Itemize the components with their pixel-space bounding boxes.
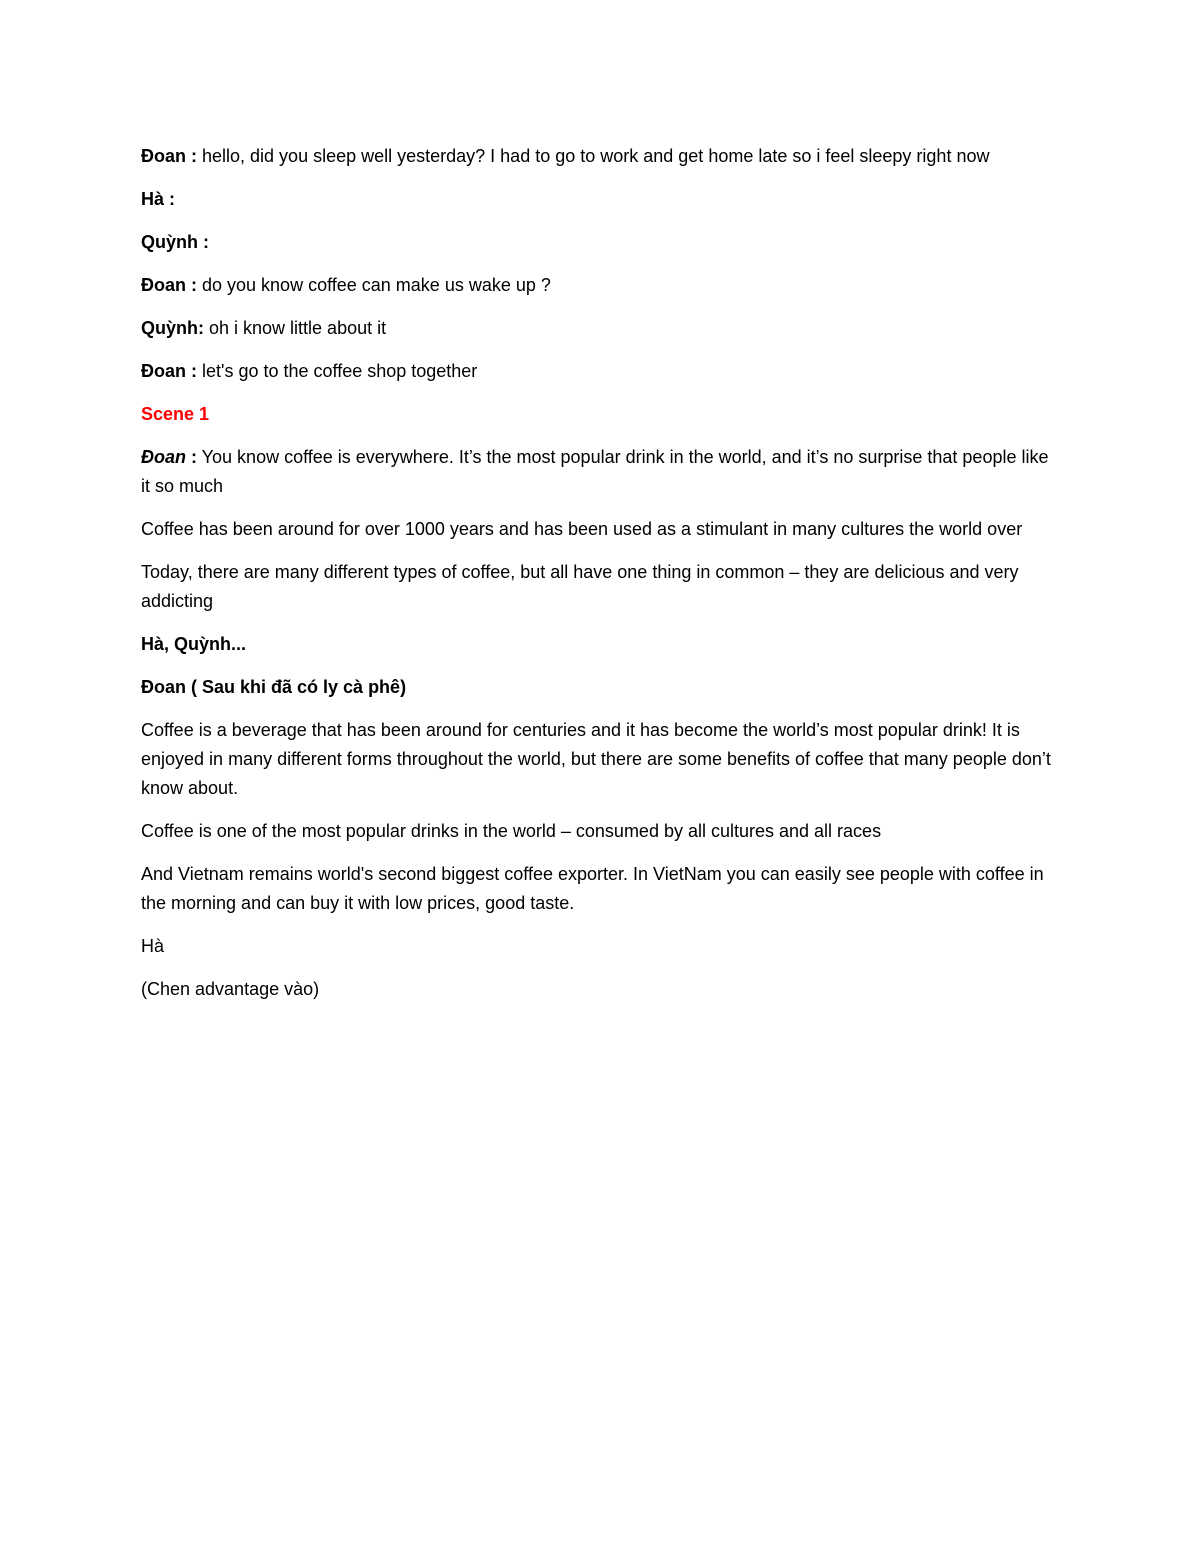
speaker-label-italic: Đoan xyxy=(141,447,186,467)
body-paragraph: And Vietnam remains world's second biggest coffee exporter. In VietNam you can easily see people with coffee in the morning and can buy it with low prices, good taste. xyxy=(141,864,1044,913)
dialogue-line xyxy=(141,673,1059,702)
body-paragraph: Coffee is a beverage that has been around for centuries and it has become the world’s most popular drink! It is enjoyed in many different forms throughout the world, but there are some benefits of coffee that many people don’t know about. xyxy=(141,720,1051,798)
dialogue-line xyxy=(141,630,1059,659)
speaker-label: Quỳnh : xyxy=(141,232,209,252)
dialogue-text: oh i know little about it xyxy=(204,318,387,338)
dialogue-text: let's go to the coffee shop together xyxy=(197,361,478,381)
dialogue-line xyxy=(141,185,1059,214)
body-paragraph: (Chen advantage vào) xyxy=(141,979,320,999)
dialogue-text: hello, did you sleep well yesterday? I had to go to work and get home late so i feel sleepy right now xyxy=(197,146,990,166)
speaker-label: Hà : xyxy=(141,189,176,209)
dialogue-line xyxy=(141,142,1059,171)
body-paragraph: Hà xyxy=(141,936,165,956)
dialogue-line xyxy=(141,228,1059,257)
body-paragraph: Coffee has been around for over 1000 years and has been used as a stimulant in many cultures the world over xyxy=(141,519,1023,539)
scene-title: Scene 1 xyxy=(141,404,210,424)
speaker-label: Đoan : xyxy=(141,361,197,381)
dialogue-text: You know coffee is everywhere. It’s the most popular drink in the world, and it’s no surprise that people like it so much xyxy=(141,447,1049,496)
body-paragraph: Today, there are many different types of coffee, but all have one thing in common – they are delicious and very addicting xyxy=(141,562,1019,611)
speaker-colon: : xyxy=(186,447,197,467)
speaker-label: Hà, Quỳnh... xyxy=(141,634,247,654)
document-body xyxy=(141,142,1059,1018)
dialogue-line xyxy=(141,443,1059,501)
speaker-label: Đoan : xyxy=(141,146,197,166)
speaker-label: Quỳnh: xyxy=(141,318,204,338)
dialogue-line xyxy=(141,357,1059,386)
speaker-label: Đoan : xyxy=(141,275,197,295)
scene-heading xyxy=(141,400,1059,429)
dialogue-line xyxy=(141,271,1059,300)
body-paragraph: Coffee is one of the most popular drinks in the world – consumed by all cultures and all races xyxy=(141,821,882,841)
dialogue-text: do you know coffee can make us wake up ? xyxy=(197,275,551,295)
dialogue-line xyxy=(141,314,1059,343)
speaker-label: Đoan ( Sau khi đã có ly cà phê) xyxy=(141,677,407,697)
